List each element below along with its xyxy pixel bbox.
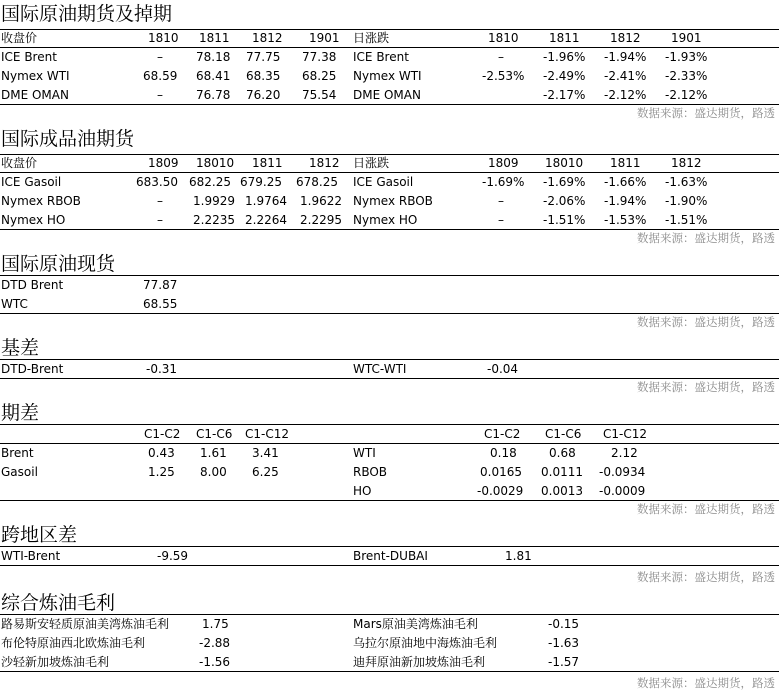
value-cell: – <box>157 213 163 227</box>
value-cell: – <box>498 213 504 227</box>
value-cell: 0.68 <box>549 446 576 460</box>
value-cell: 2.2264 <box>245 213 287 227</box>
row-label: HO <box>353 484 372 498</box>
divider <box>0 378 779 379</box>
divider <box>0 47 779 48</box>
row-label: Brent-DUBAI <box>353 549 428 563</box>
section-title: 期差 <box>1 402 40 424</box>
row-label: Nymex HO <box>353 213 418 227</box>
header-cell: C1-C6 <box>545 427 582 441</box>
row-label: Mars原油美湾炼油毛利 <box>353 617 478 631</box>
value-cell: -0.15 <box>548 617 580 631</box>
divider <box>0 443 779 444</box>
header-label: 日涨跌 <box>353 31 390 45</box>
value-cell: -1.51% <box>543 213 586 227</box>
value-cell: 1.75 <box>202 617 229 631</box>
value-cell: 2.2295 <box>300 213 342 227</box>
section-title: 基差 <box>1 337 40 359</box>
row-label: WTI <box>353 446 376 460</box>
header-cell: 1809 <box>148 156 179 170</box>
value-cell: 1.9764 <box>245 194 287 208</box>
header-cell: C1-C6 <box>196 427 233 441</box>
header-cell: 1901 <box>309 31 340 45</box>
section-title: 国际原油现货 <box>1 253 116 275</box>
value-cell: -2.88 <box>199 636 231 650</box>
row-label: ICE Gasoil <box>1 175 62 189</box>
row-label: RBOB <box>353 465 388 479</box>
value-cell: -2.53% <box>482 69 525 83</box>
value-cell: 679.25 <box>240 175 282 189</box>
value-cell: 0.0111 <box>541 465 583 479</box>
divider <box>0 229 779 230</box>
value-cell: -0.0009 <box>599 484 646 498</box>
header-cell: 1811 <box>549 31 580 45</box>
header-cell: 1812 <box>671 156 702 170</box>
value-cell: -0.04 <box>487 362 519 376</box>
header-label: 日涨跌 <box>353 156 390 170</box>
source-note: 数据来源：盛达期货，路透 <box>637 315 775 329</box>
header-label: 收盘价 <box>1 31 38 45</box>
value-cell: 68.55 <box>143 297 178 311</box>
divider <box>0 565 779 566</box>
value-cell: -1.96% <box>543 50 586 64</box>
value-cell: 1.61 <box>200 446 227 460</box>
value-cell: 68.35 <box>246 69 281 83</box>
row-label: Nymex RBOB <box>353 194 433 208</box>
section-title: 国际原油期货及掉期 <box>1 3 173 25</box>
header-cell: 1811 <box>252 156 283 170</box>
divider <box>0 614 779 615</box>
value-cell: -0.0934 <box>599 465 646 479</box>
header-cell: 1809 <box>488 156 519 170</box>
value-cell: 1.9929 <box>193 194 235 208</box>
value-cell: 0.0013 <box>541 484 583 498</box>
value-cell: – <box>157 50 163 64</box>
value-cell: 78.18 <box>196 50 231 64</box>
value-cell: -1.63% <box>665 175 708 189</box>
row-label: DTD Brent <box>1 278 64 292</box>
value-cell: – <box>498 50 504 64</box>
source-note: 数据来源：盛达期货，路透 <box>637 231 775 245</box>
source-note: 数据来源：盛达期货，路透 <box>637 380 775 394</box>
header-cell: 1810 <box>488 31 519 45</box>
value-cell: -1.66% <box>604 175 647 189</box>
divider <box>0 275 779 276</box>
header-cell: C1-C2 <box>144 427 181 441</box>
header-cell: C1-C2 <box>484 427 521 441</box>
divider <box>0 546 779 547</box>
row-label: WTC-WTI <box>353 362 407 376</box>
divider <box>0 424 779 425</box>
value-cell: -9.59 <box>157 549 189 563</box>
divider <box>0 359 779 360</box>
value-cell: -2.12% <box>604 88 647 102</box>
value-cell: 3.41 <box>252 446 279 460</box>
value-cell: -2.33% <box>665 69 708 83</box>
header-cell: 1810 <box>148 31 179 45</box>
value-cell: 0.0165 <box>480 465 522 479</box>
value-cell: 0.43 <box>148 446 175 460</box>
header-cell: C1-C12 <box>603 427 647 441</box>
section-title: 综合炼油毛利 <box>1 592 116 614</box>
value-cell: 0.18 <box>490 446 517 460</box>
value-cell: -1.94% <box>604 50 647 64</box>
row-label: ICE Brent <box>353 50 409 64</box>
row-label: Gasoil <box>1 465 38 479</box>
row-label: Nymex RBOB <box>1 194 81 208</box>
value-cell: -1.63 <box>548 636 580 650</box>
source-note: 数据来源：盛达期货，路透 <box>637 676 775 690</box>
value-cell: -1.90% <box>665 194 708 208</box>
header-cell: 18010 <box>196 156 235 170</box>
value-cell: -1.93% <box>665 50 708 64</box>
value-cell: 76.20 <box>246 88 281 102</box>
header-cell: 1811 <box>610 156 641 170</box>
row-label: Nymex WTI <box>1 69 70 83</box>
row-label: 布伦特原油西北欧炼油毛利 <box>1 636 146 650</box>
value-cell: -2.41% <box>604 69 647 83</box>
value-cell: 77.75 <box>246 50 281 64</box>
divider <box>0 671 779 672</box>
value-cell: -0.0029 <box>477 484 524 498</box>
row-label: DME OMAN <box>1 88 69 102</box>
row-label: DTD-Brent <box>1 362 64 376</box>
value-cell: 1.81 <box>505 549 532 563</box>
header-label: 收盘价 <box>1 156 38 170</box>
header-cell: 1812 <box>252 31 283 45</box>
divider <box>0 29 779 30</box>
value-cell: 683.50 <box>136 175 178 189</box>
value-cell: 77.87 <box>143 278 178 292</box>
value-cell: 76.78 <box>196 88 231 102</box>
row-label: ICE Gasoil <box>353 175 414 189</box>
divider <box>0 104 779 105</box>
source-note: 数据来源：盛达期货，路透 <box>637 502 775 516</box>
divider <box>0 154 779 155</box>
source-note: 数据来源：盛达期货，路透 <box>637 570 775 584</box>
value-cell: -1.69% <box>543 175 586 189</box>
row-label: 乌拉尔原油地中海炼油毛利 <box>353 636 498 650</box>
value-cell: 6.25 <box>252 465 279 479</box>
value-cell: -2.49% <box>543 69 586 83</box>
row-label: 路易斯安轻质原油美湾炼油毛利 <box>1 617 170 631</box>
value-cell: 68.25 <box>302 69 337 83</box>
value-cell: 68.59 <box>143 69 178 83</box>
value-cell: 68.41 <box>196 69 231 83</box>
divider <box>0 172 779 173</box>
value-cell: 1.25 <box>148 465 175 479</box>
value-cell: – <box>498 194 504 208</box>
row-label: Brent <box>1 446 34 460</box>
value-cell: -1.94% <box>604 194 647 208</box>
row-label: Nymex WTI <box>353 69 422 83</box>
value-cell: -1.69% <box>482 175 525 189</box>
value-cell: 75.54 <box>302 88 337 102</box>
value-cell: -1.51% <box>665 213 708 227</box>
header-cell: 1812 <box>610 31 641 45</box>
divider <box>0 313 779 314</box>
value-cell: 678.25 <box>296 175 338 189</box>
row-label: 迪拜原油新加坡炼油毛利 <box>353 655 486 669</box>
header-cell: 1811 <box>199 31 230 45</box>
value-cell: -2.12% <box>665 88 708 102</box>
value-cell: 77.38 <box>302 50 337 64</box>
row-label: 沙轻新加坡炼油毛利 <box>1 655 110 669</box>
header-cell: 18010 <box>545 156 584 170</box>
value-cell: -2.17% <box>543 88 586 102</box>
source-note: 数据来源：盛达期货，路透 <box>637 106 775 120</box>
header-cell: 1812 <box>309 156 340 170</box>
header-cell: 1901 <box>671 31 702 45</box>
value-cell: 682.25 <box>189 175 231 189</box>
row-label: ICE Brent <box>1 50 57 64</box>
row-label: WTI-Brent <box>1 549 61 563</box>
value-cell: 2.12 <box>611 446 638 460</box>
value-cell: – <box>157 194 163 208</box>
section-title: 国际成品油期货 <box>1 128 135 150</box>
divider <box>0 500 779 501</box>
row-label: WTC <box>1 297 28 311</box>
value-cell: -2.06% <box>543 194 586 208</box>
value-cell: 8.00 <box>200 465 227 479</box>
section-title: 跨地区差 <box>1 524 78 546</box>
value-cell: -1.56 <box>199 655 231 669</box>
header-cell: C1-C12 <box>245 427 289 441</box>
value-cell: 2.2235 <box>193 213 235 227</box>
value-cell: – <box>157 88 163 102</box>
value-cell: -1.57 <box>548 655 580 669</box>
value-cell: -1.53% <box>604 213 647 227</box>
row-label: Nymex HO <box>1 213 66 227</box>
value-cell: 1.9622 <box>300 194 342 208</box>
value-cell: -0.31 <box>146 362 178 376</box>
row-label: DME OMAN <box>353 88 421 102</box>
